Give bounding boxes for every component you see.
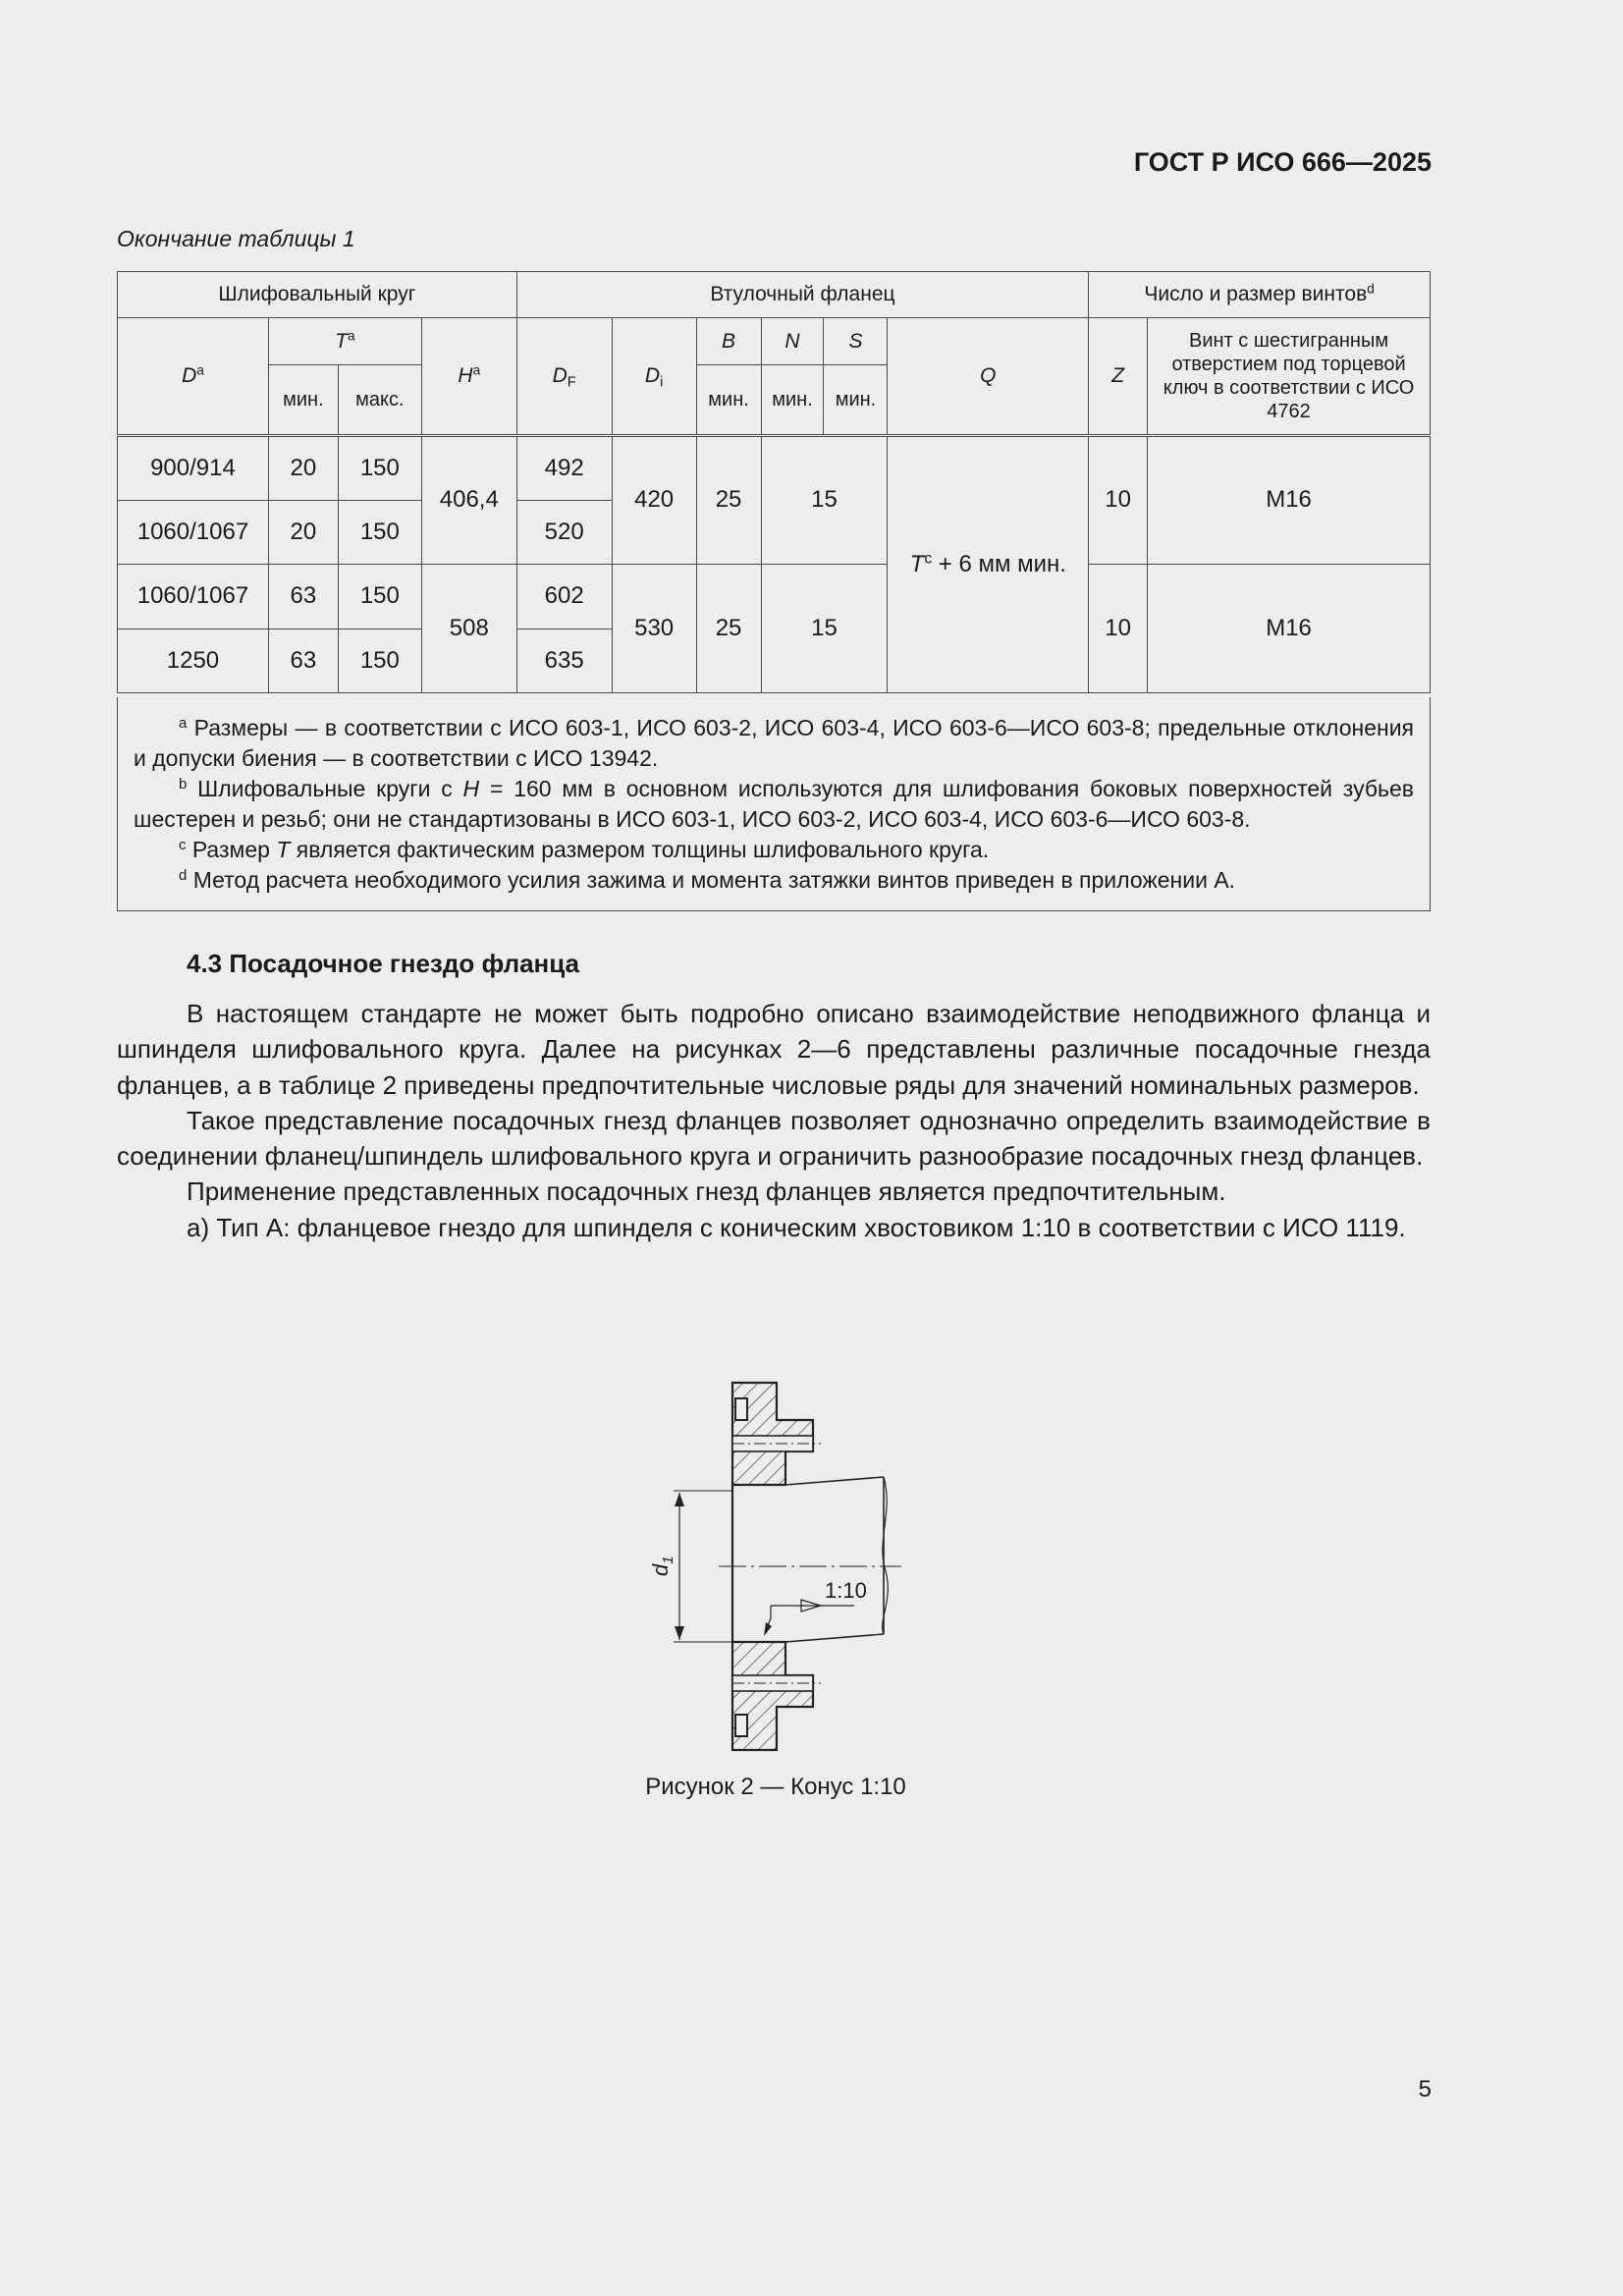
cell-h: 508 xyxy=(421,565,516,693)
col-df: $D_F$ xyxy=(516,318,612,436)
col-t: $T^a$ xyxy=(268,318,421,365)
col-z: Z xyxy=(1089,318,1148,436)
taper-label: 1:10 xyxy=(825,1578,867,1603)
cell-d: 900/914 xyxy=(118,436,269,501)
header-grinding-wheel: Шлифовальный круг xyxy=(118,272,517,318)
section-body xyxy=(117,996,1431,1245)
diameter-label: $d_1$ xyxy=(648,1556,676,1576)
cell-q: $T^c + 6$ мм мин. xyxy=(888,436,1089,693)
flange-drawing xyxy=(628,1375,923,1758)
col-s-min: мин. xyxy=(824,365,888,436)
cell-df: 492 xyxy=(516,436,612,501)
cell-screw: M16 xyxy=(1148,436,1431,565)
col-q: Q xyxy=(888,318,1089,436)
table-header-row xyxy=(118,318,1431,365)
cell-b: 25 xyxy=(696,565,761,693)
cell-h: 406,4 xyxy=(421,436,516,565)
col-di: $D_i$ xyxy=(612,318,696,436)
table-caption: Окончание таблицы 1 xyxy=(117,226,355,251)
spec-table xyxy=(117,271,1431,693)
cell-t-min: 20 xyxy=(268,501,338,565)
col-h: $H^a$ xyxy=(421,318,516,436)
cell-d: 1060/1067 xyxy=(118,565,269,629)
taper-symbol xyxy=(764,1578,867,1636)
col-s: S xyxy=(824,318,888,365)
footnote-c: $^c$ Размер T является фактическим размером толщины шлифовального круга. xyxy=(179,836,990,862)
flange-lower-section xyxy=(732,1642,821,1750)
cell-di: 530 xyxy=(612,565,696,693)
cell-df: 635 xyxy=(516,629,612,693)
header-hub-flange: Втулочный фланец xyxy=(516,272,1088,318)
cell-t-min: 63 xyxy=(268,629,338,693)
footnote-a: $^a$ Размеры — в соответствии с ИСО 603-1, ИСО 603-2, ИСО 603-4, ИСО 603-6—ИСО 603-8; предельные отклонения и допуски биения — в соответствии с ИСО 13942. xyxy=(134,714,1414,771)
col-screw: Винт с шестигранным отверстием под торцевой ключ в соответствии с ИСО 4762 xyxy=(1148,318,1431,436)
col-b-min: мин. xyxy=(696,365,761,436)
page-number: 5 xyxy=(1418,2076,1432,2103)
cell-t-max: 150 xyxy=(338,501,421,565)
cell-t-max: 150 xyxy=(338,565,421,629)
cell-df: 602 xyxy=(516,565,612,629)
footnote-d: $^d$ Метод расчета необходимого усилия зажима и момента затяжки винтов приведен в приложении А. xyxy=(179,866,1236,893)
col-d: $D^a$ xyxy=(118,318,269,436)
paragraph: а) Тип А: фланцевое гнездо для шпинделя с коническим хвостовиком 1:10 в соответствии с ИСО 1119. xyxy=(187,1212,1406,1242)
flange-cross-section xyxy=(628,1375,923,1758)
cell-ns: 15 xyxy=(761,565,888,693)
cell-b: 25 xyxy=(696,436,761,565)
col-t-max: макс. xyxy=(338,365,421,436)
col-n-min: мин. xyxy=(761,365,824,436)
header-screws: Число и размер винтов$^d$ xyxy=(1089,272,1431,318)
col-n: N xyxy=(761,318,824,365)
cell-d: 1060/1067 xyxy=(118,501,269,565)
footnote-b: $^b$ Шлифовальные круги с H = 160 мм в основном используются для шлифования боковых поверхностей зубьев шестерен и резьб; они не стандартизованы в ИСО 603-1, ИСО 603-2, ИСО 603-4, ИСО 603-6—ИСО 603-8. xyxy=(134,775,1415,832)
paragraph: В настоящем стандарте не может быть подробно описано взаимодействие неподвижного фланца и шпинделя шлифовального круга. Далее на рисунках 2—6 представлены различные посадочные гнезда фланцев, а в таблице 2 приведены предпочтительные числовые ряды для значений номинальных размеров. xyxy=(117,999,1431,1100)
cell-t-max: 150 xyxy=(338,629,421,693)
cell-t-min: 20 xyxy=(268,436,338,501)
cell-z: 10 xyxy=(1089,436,1148,565)
cell-t-min: 63 xyxy=(268,565,338,629)
cell-di: 420 xyxy=(612,436,696,565)
taper-bore xyxy=(719,1477,901,1642)
cell-z: 10 xyxy=(1089,565,1148,693)
table-footnotes xyxy=(117,697,1431,911)
paragraph: Такое представление посадочных гнезд фланцев позволяет однозначно определить взаимодействие в соединении фланец/шпиндель шлифовального круга и ограничить разнообразие посадочных гнезд фланцев. xyxy=(117,1105,1431,1172)
flange-upper-section xyxy=(732,1383,821,1485)
figure-caption: Рисунок 2 — Конус 1:10 xyxy=(645,1774,906,1800)
cell-ns: 15 xyxy=(761,436,888,565)
paragraph: Применение представленных посадочных гнезд фланцев является предпочтительным. xyxy=(187,1176,1226,1207)
document-code: ГОСТ Р ИСО 666—2025 xyxy=(1133,147,1432,177)
table-row xyxy=(118,436,1431,501)
cell-t-max: 150 xyxy=(338,436,421,501)
cell-df: 520 xyxy=(516,501,612,565)
section-title: 4.3 Посадочное гнездо фланца xyxy=(187,949,580,978)
table-row xyxy=(118,565,1431,629)
col-b: B xyxy=(696,318,761,365)
cell-screw: M16 xyxy=(1148,565,1431,693)
table-header-row xyxy=(118,272,1431,318)
col-t-min: мин. xyxy=(268,365,338,436)
cell-d: 1250 xyxy=(118,629,269,693)
